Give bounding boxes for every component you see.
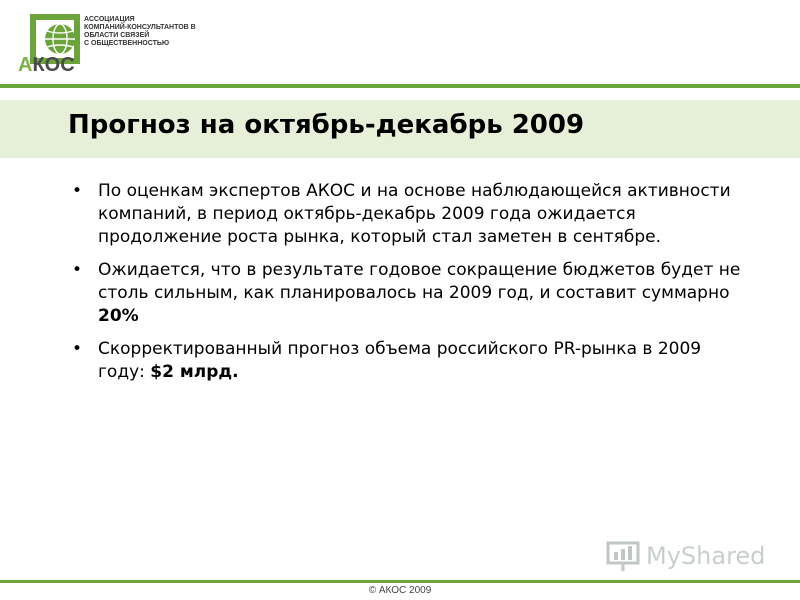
bullet-text: Скорректированный прогноз объема российского PR-рынка в 2009 году: — [98, 339, 702, 382]
bullet-icon: • — [72, 339, 83, 359]
presentation-board-icon — [606, 540, 640, 572]
slide-title: Прогноз на октябрь-декабрь 2009 — [68, 110, 585, 140]
myshared-watermark — [606, 538, 766, 574]
footer-divider — [0, 580, 800, 583]
bullet-highlight: 20% — [98, 306, 139, 326]
bullet-item — [72, 338, 752, 384]
bullet-text: По оценкам экспертов АКОС и на основе наблюдающейся активности компаний, в период октябрь-декабрь 2009 года ожидается продолжение роста рынка, который стал заметен в сентябре. — [98, 181, 731, 247]
logo-line: АССОЦИАЦИЯ — [84, 16, 135, 23]
logo-wordmark-rest: КОС — [32, 54, 75, 76]
bullet-text: Ожидается, что в результате годовое сокращение бюджетов будет не столь сильным, как планировалось на 2009 год, и составит суммарно — [98, 260, 741, 303]
logo-line: С ОБЩЕСТВЕННОСТЬЮ — [84, 40, 170, 47]
bullet-icon: • — [72, 260, 83, 280]
logo-line: КОМПАНИЙ-КОНСУЛЬТАНТОВ В — [84, 24, 196, 31]
header-divider — [0, 84, 800, 88]
bullet-item — [72, 259, 752, 328]
bullet-list — [72, 180, 752, 394]
logo-wordmark — [18, 54, 75, 77]
footer-copyright: © АКОС 2009 — [368, 585, 432, 596]
akos-logo — [14, 14, 214, 80]
watermark-text: MyShared — [646, 542, 766, 570]
bullet-icon: • — [72, 181, 83, 201]
bullet-item — [72, 180, 752, 249]
logo-caption — [84, 16, 214, 48]
logo-line: ОБЛАСТИ СВЯЗЕЙ — [84, 32, 150, 39]
logo-wordmark-first: А — [18, 54, 33, 76]
bullet-highlight: $2 млрд. — [150, 362, 239, 382]
